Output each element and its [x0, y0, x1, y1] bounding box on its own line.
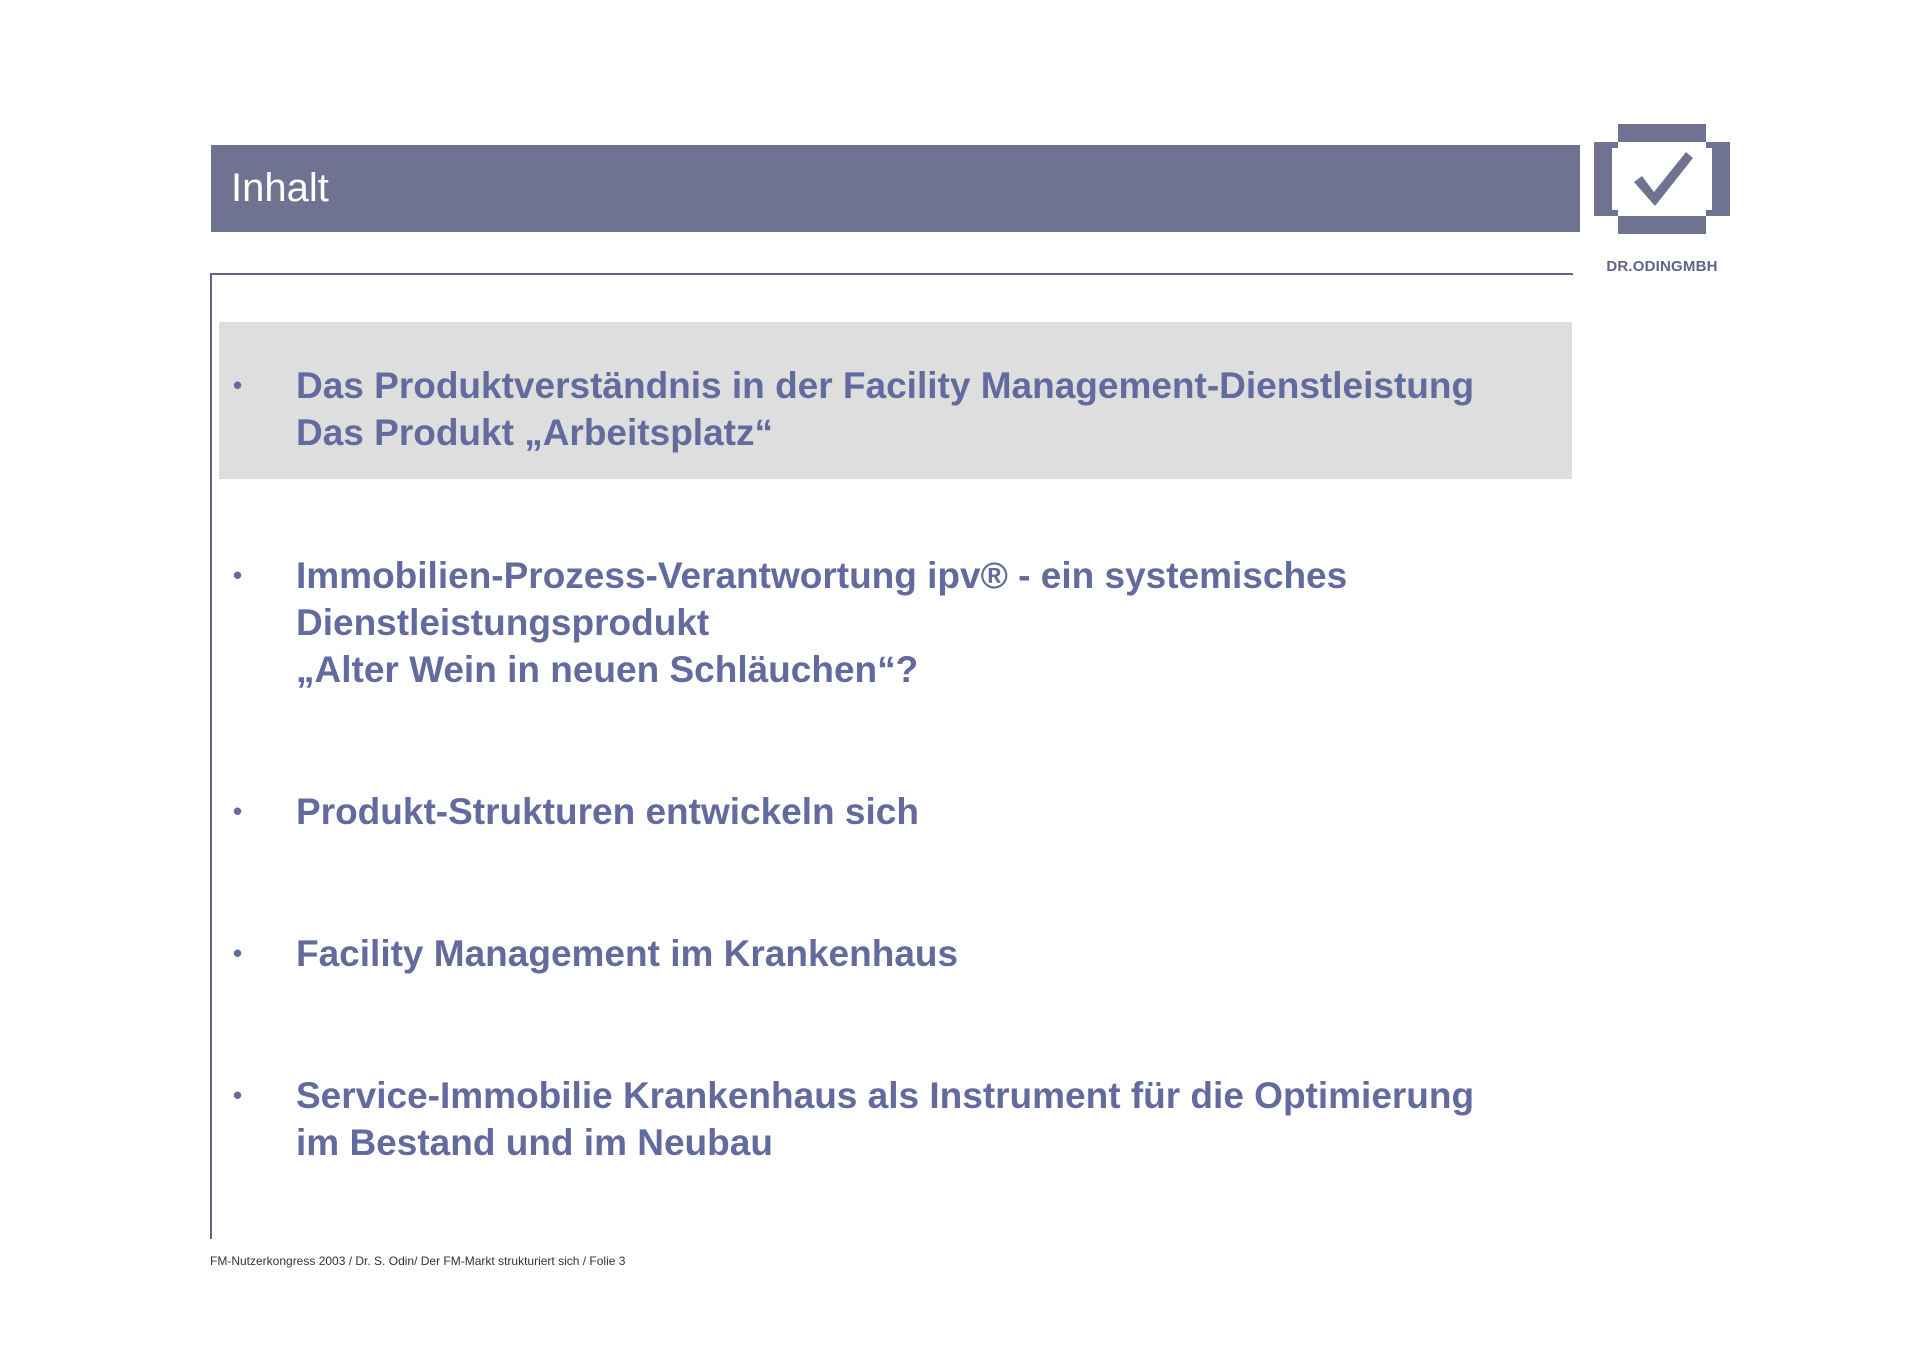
- agenda-item-line: Das Produktverständnis in der Facility Management-Dienstleistung: [296, 365, 1475, 406]
- agenda-item-line: Facility Management im Krankenhaus: [296, 933, 959, 974]
- horizontal-rule: [211, 273, 1573, 275]
- page-title: Inhalt: [231, 166, 329, 210]
- title-bar: [211, 145, 1580, 232]
- bullet: •: [233, 1080, 243, 1110]
- agenda-item-line: Immobilien-Prozess-Verantwortung ipv® - ein systemisches: [296, 555, 1348, 596]
- bullet: •: [233, 938, 243, 968]
- vertical-rule: [210, 273, 212, 1239]
- bullet: •: [233, 560, 243, 590]
- agenda-item-line: Das Produkt „Arbeitsplatz“: [296, 412, 773, 453]
- bullet: •: [233, 796, 243, 826]
- logo-frame: [1594, 124, 1730, 234]
- agenda-item-line: im Bestand und im Neubau: [296, 1122, 773, 1163]
- logo: [1594, 124, 1730, 234]
- checkmark-icon: [1634, 152, 1693, 206]
- logo-text: DR.ODINGMBH: [1606, 258, 1718, 275]
- bullet: •: [233, 370, 243, 400]
- agenda-item-line: Produkt-Strukturen entwickeln sich: [296, 791, 919, 832]
- footer-text: FM-Nutzerkongress 2003 / Dr. S. Odin/ Der FM-Markt strukturiert sich / Folie 3: [210, 1254, 626, 1268]
- agenda-item-line: „Alter Wein in neuen Schläuchen“?: [296, 649, 919, 690]
- agenda-item-line: Dienstleistungsprodukt: [296, 602, 710, 643]
- agenda-item-line: Service-Immobilie Krankenhaus als Instrument für die Optimierung: [296, 1075, 1475, 1116]
